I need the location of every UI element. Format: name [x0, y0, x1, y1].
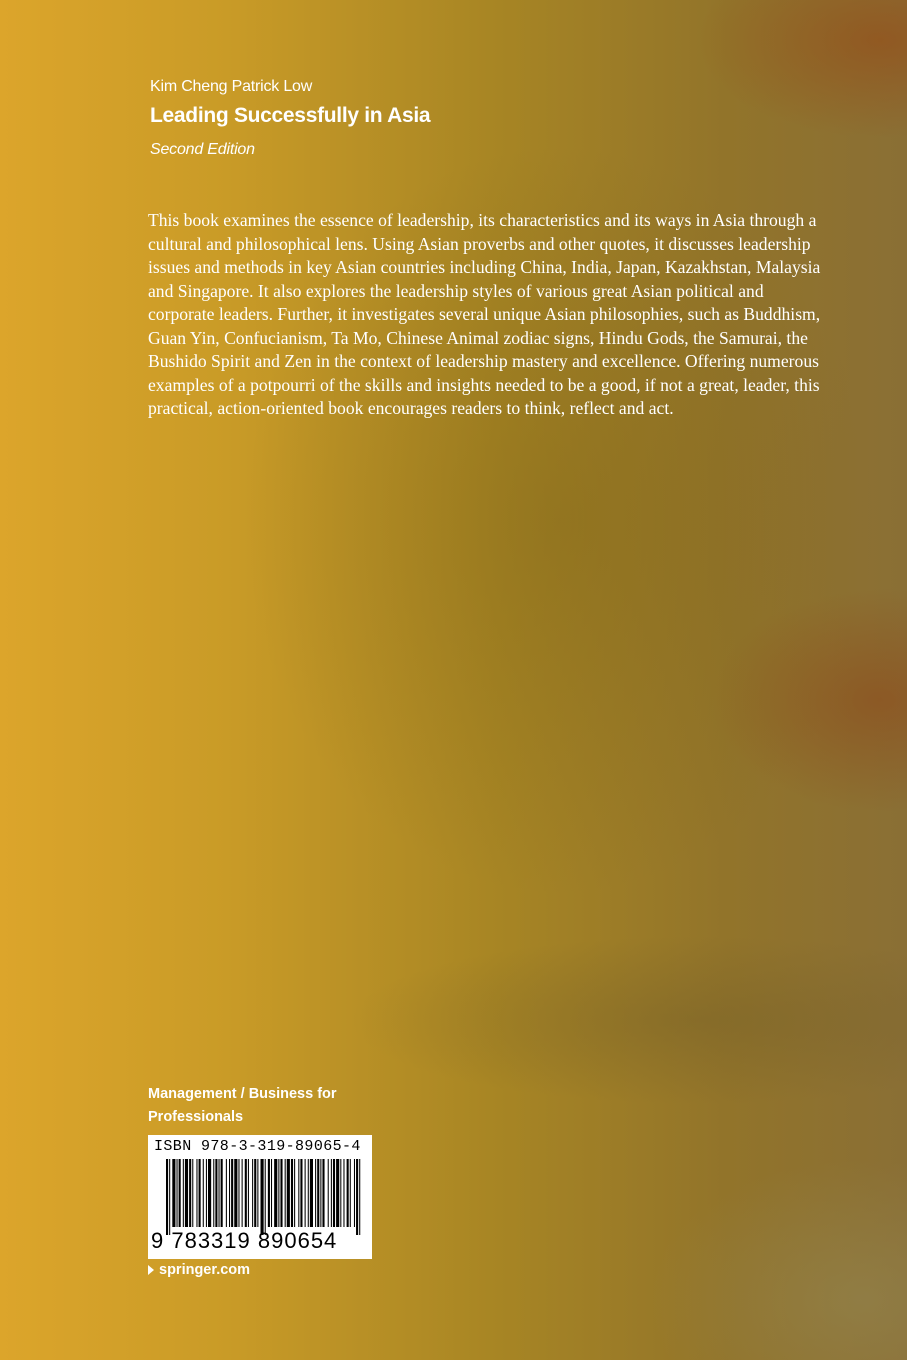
- barcode-bar: [189, 1159, 191, 1227]
- barcode-bar: [347, 1159, 349, 1227]
- barcode-bar: [315, 1159, 316, 1227]
- barcode-bar: [206, 1159, 207, 1227]
- barcode-bar: [354, 1159, 355, 1227]
- barcode-bar: [215, 1159, 217, 1227]
- barcode-bar: [278, 1159, 279, 1227]
- barcode-bar: [271, 1159, 272, 1227]
- barcode-bar: [257, 1159, 258, 1227]
- barcode-bar: [285, 1159, 286, 1227]
- barcode-bar: [203, 1159, 204, 1227]
- barcode-bar: [305, 1159, 306, 1227]
- barcode-bar: [166, 1159, 168, 1235]
- barcode-bar: [238, 1159, 239, 1227]
- barcode-bar: [199, 1159, 201, 1227]
- book-description: This book examines the essence of leadership, its characteristics and its ways in Asia through a cultural and philosophical lens. Using Asian proverbs and other quotes, it discusses leadership issues and methods in key Asian countries including China, India, Japan, Kazakhstan, Malaysia and Singapore. It also explores the leadership styles of various great Asian political and corporate leaders. Further, it investigates several unique Asian philosophies, such as Buddhism, Guan Yin, Confucianism, Ta Mo, Chinese Animal zodiac signs, Hindu Gods, the Samurai, the Bushido Spirit and Zen in the context of leadership mastery and excellence. Offering numerous examples of a potpourri of the skills and insights needed to be a good, if not a great, leader, this practical, action-oriented book encourages readers to think, reflect and act.: [148, 210, 821, 418]
- barcode-bar: [177, 1159, 178, 1227]
- category-line-2: Professionals: [148, 1109, 244, 1125]
- barcode-bar: [310, 1159, 313, 1227]
- barcode-bar: [322, 1159, 324, 1227]
- barcode-bar: [331, 1159, 332, 1227]
- barcode-bar: [343, 1159, 344, 1227]
- barcode-bar: [183, 1159, 184, 1227]
- barcode-bar: [340, 1159, 341, 1227]
- barcode-bar: [196, 1159, 197, 1227]
- author-name: Kim Cheng Patrick Low: [150, 78, 313, 95]
- barcode-bar: [317, 1159, 319, 1227]
- barcode-bar: [356, 1159, 358, 1235]
- barcode-bar: [350, 1159, 351, 1227]
- barcode-bar: [359, 1159, 360, 1235]
- barcode-bar: [231, 1159, 233, 1227]
- subject-category: [148, 1083, 368, 1129]
- barcode-bar: [265, 1159, 266, 1235]
- barcode-bar: [221, 1159, 223, 1227]
- barcode-bar: [192, 1159, 193, 1227]
- barcode-bar: [274, 1159, 277, 1227]
- barcode-bar: [245, 1159, 247, 1227]
- barcode-bar: [229, 1159, 230, 1227]
- barcode-bar: [248, 1159, 249, 1227]
- edition-label: Second Edition: [150, 141, 255, 158]
- barcode-bar: [328, 1159, 329, 1227]
- barcode-bar: [298, 1159, 299, 1227]
- publisher-link-text: springer.com: [159, 1262, 251, 1278]
- book-title: Leading Successfully in Asia: [150, 104, 431, 127]
- category-line-1: Management / Business for: [148, 1086, 337, 1102]
- barcode-bar: [169, 1159, 170, 1235]
- barcode-bar: [333, 1159, 335, 1227]
- barcode-bar: [287, 1159, 290, 1227]
- barcode-bar: [308, 1159, 309, 1227]
- barcode-bar: [268, 1159, 270, 1227]
- publisher-link[interactable]: [148, 1262, 250, 1278]
- isbn-number: ISBN 978-3-319-89065-4: [154, 1138, 361, 1155]
- barcode-bar: [242, 1159, 243, 1227]
- barcode-bar: [320, 1159, 321, 1227]
- barcode-bar: [172, 1159, 175, 1227]
- isbn-barcode: [148, 1135, 372, 1259]
- barcode-bar: [185, 1159, 188, 1227]
- barcode-bar: [294, 1159, 295, 1227]
- barcode-bar: [226, 1159, 227, 1227]
- barcode-bar: [208, 1159, 211, 1227]
- barcode-bar: [252, 1159, 253, 1227]
- barcode-bar: [291, 1159, 293, 1227]
- barcode-bar: [336, 1159, 339, 1227]
- barcode-bar: [179, 1159, 181, 1227]
- barcode-bar: [300, 1159, 302, 1227]
- barcode-bar: [219, 1159, 220, 1227]
- arrow-right-icon: [148, 1265, 154, 1275]
- barcode-bar: [261, 1159, 264, 1235]
- ean-digits: 9 783319 890654: [151, 1228, 338, 1253]
- barcode-bar: [280, 1159, 282, 1227]
- barcode-bar: [213, 1159, 214, 1227]
- barcode-bar: [234, 1159, 237, 1227]
- barcode-bar: [254, 1159, 256, 1227]
